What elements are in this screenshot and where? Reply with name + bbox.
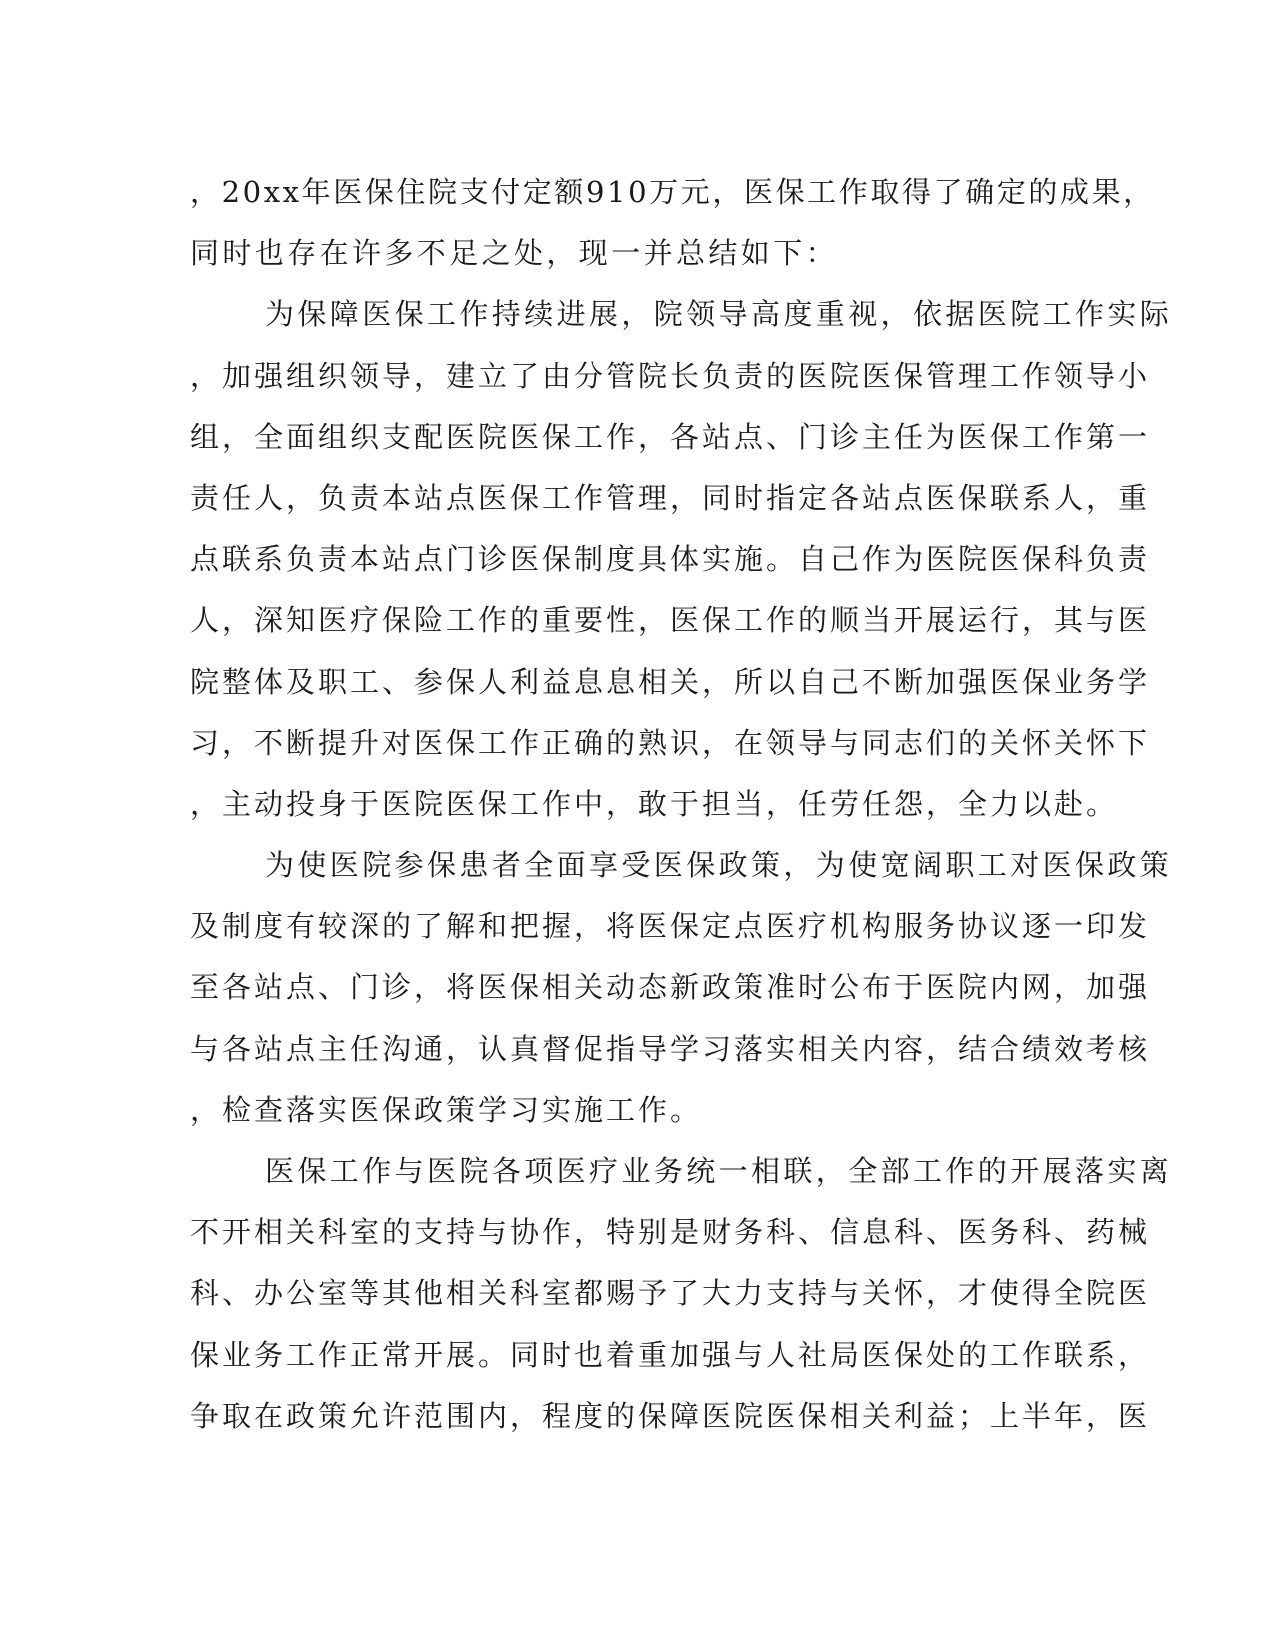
paragraph-line: 点联系负责本站点门诊医保制度具体实施。自己作为医院医保科负责 bbox=[190, 542, 1151, 577]
paragraph-line: 医保工作与医院各项医疗业务统一相联，全部工作的开展落实离 bbox=[265, 1154, 1173, 1188]
paragraph-line: ，主动投身于医院医保工作中，敢于担当，任劳任怨，全力以赴。 bbox=[190, 786, 1119, 821]
paragraph-line: ，加强组织领导，建立了由分管院长负责的医院医保管理工作领导小 bbox=[190, 358, 1151, 393]
paragraph bbox=[190, 835, 1173, 1141]
paragraph-line: 及制度有较深的了解和把握，将医保定点医疗机构服务协议逐一印发 bbox=[190, 909, 1151, 944]
paragraph-line: 保业务工作正常开展。同时也着重加强与人社局医保处的工作联系， bbox=[190, 1337, 1151, 1372]
paragraph bbox=[190, 1141, 1173, 1447]
paragraph-line: 与各站点主任沟通，认真督促指导学习落实相关内容，结合绩效考核 bbox=[190, 1031, 1151, 1066]
paragraph-line: 不开相关科室的支持与协作，特别是财务科、信息科、医务科、药械 bbox=[190, 1215, 1151, 1250]
intro-line: ，20xx年医保住院支付定额910万元，医保工作取得了确定的成果， bbox=[190, 175, 1155, 209]
paragraph-line: 科、办公室等其他相关科室都赐予了大力支持与关怀，才使得全院医 bbox=[190, 1276, 1151, 1311]
paragraph-line: 争取在政策允许范围内，程度的保障医院医保相关利益；上半年，医 bbox=[190, 1398, 1151, 1433]
paragraph-line: 组，全面组织支配医院医保工作，各站点、门诊主任为医保工作第一 bbox=[190, 419, 1151, 454]
paragraph-line: 至各站点、门诊，将医保相关动态新政策准时公布于医院内网，加强 bbox=[190, 970, 1151, 1005]
intro-line: 同时也存在许多不足之处，现一并总结如下： bbox=[190, 236, 839, 271]
paragraph-line: 为使医院参保患者全面享受医保政策，为使宽阔职工对医保政策 bbox=[265, 848, 1173, 883]
paragraph-line: 习，不断提升对医保工作正确的熟识，在领导与同志们的关怀关怀下 bbox=[190, 725, 1151, 760]
paragraph-line: ，检查落实医保政策学习实施工作。 bbox=[190, 1092, 703, 1127]
document-body bbox=[190, 162, 1173, 1447]
paragraph-line: 人，深知医疗保险工作的重要性，医保工作的顺当开展运行，其与医 bbox=[190, 603, 1151, 638]
paragraph-line: 院整体及职工、参保人利益息息相关，所以自己不断加强医保业务学 bbox=[190, 664, 1151, 699]
paragraph-line: 责任人，负责本站点医保工作管理，同时指定各站点医保联系人，重 bbox=[190, 480, 1151, 515]
paragraph-line: 为保障医保工作持续进展，院领导高度重视，依据医院工作实际 bbox=[265, 297, 1173, 332]
paragraph bbox=[190, 284, 1173, 835]
